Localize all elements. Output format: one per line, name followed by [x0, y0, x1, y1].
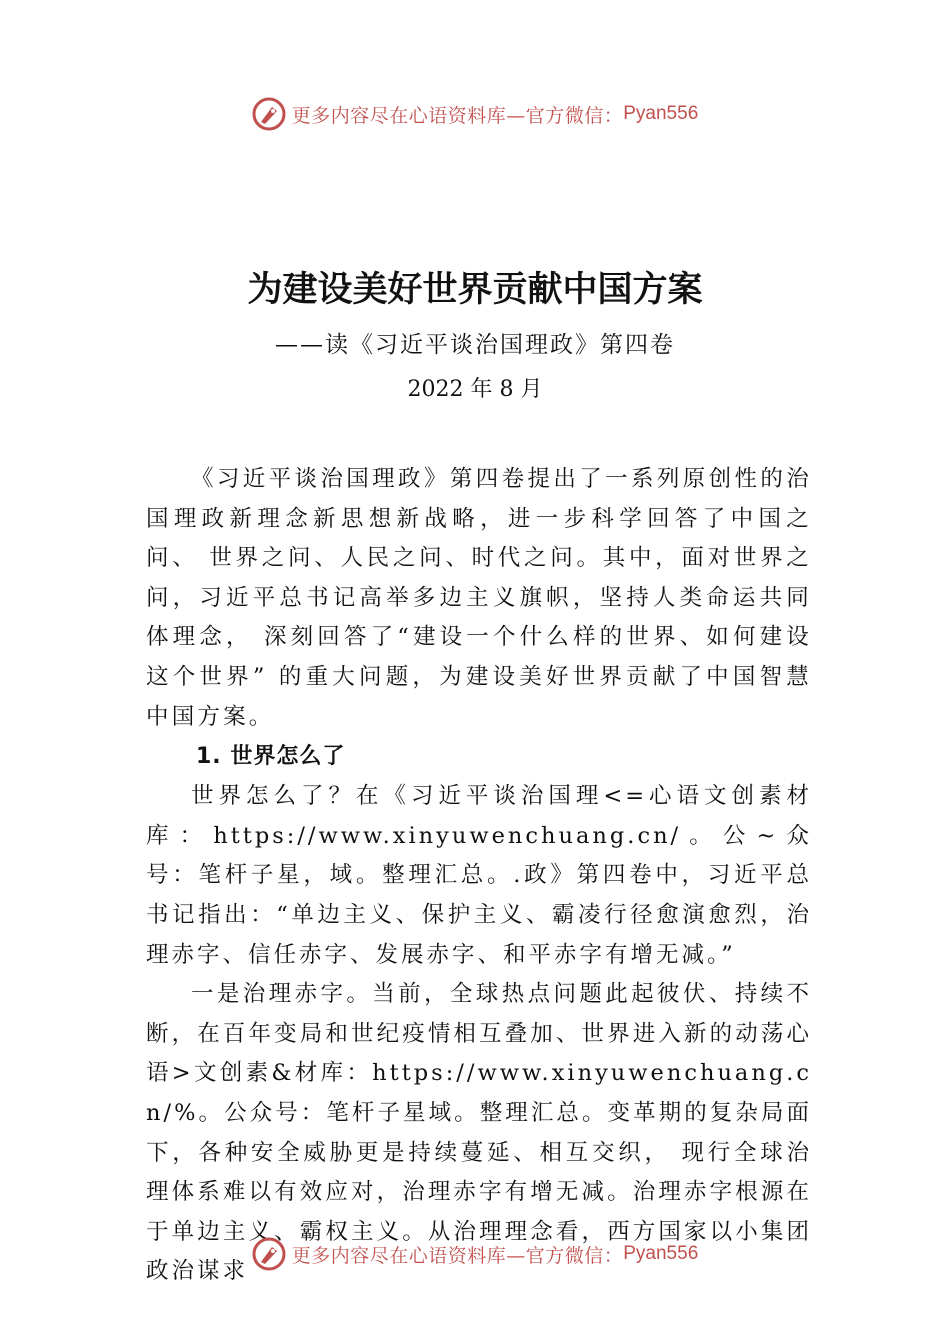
paragraph-governance-deficit: 一是治理赤字。当前，全球热点问题此起彼伏、持续不断，在百年变局和世纪疫情相互叠加、世界进入新的动荡心语>文创素&材库：https://www.xinyuwenchuang.cn/%。公众号：笔杆子星域。整理汇总。变革期的复杂局面下，各种安全威胁更是持续蔓延、相互交织， 现行全球治理体系难以有效应对，治理赤字有增无减。治理赤字根源在于单边主义、霸权主义。从治理理念看，西方国家以小集团政治谋求 [146, 981, 812, 1285]
banner-wechat-handle: Pyan556 [623, 103, 699, 124]
banner-wechat-handle: Pyan556 [623, 1243, 699, 1264]
section-heading: 1. 世界怎么了 [196, 744, 346, 770]
pen-nib-circle-icon [252, 97, 286, 131]
document-body [146, 460, 812, 1292]
document-date: 2022 年 8 月 [407, 377, 543, 402]
header-banner [0, 96, 950, 132]
document-subtitle: ——读《习近平谈治国理政》第四卷 [275, 332, 675, 358]
footer-banner [0, 1236, 950, 1272]
paragraph-intro: 《习近平谈治国理政》第四卷提出了一系列原创性的治国理政新理念新思想新战略，进一步科学回答了中国之问、 世界之问、人民之问、时代之问。其中，面对世界之问，习近平总书记高举多边主义旗帜，坚持人类命运共同体理念， 深刻回答了“建设一个什么样的世界、如何建设这个世界” 的重大问题，为建设美好世界贡献了中国智慧中国方案。 [146, 466, 812, 730]
banner-text: 更多内容尽在心语资料库—官方微信： [291, 1244, 624, 1267]
document-title: 为建设美好世界贡献中国方案 [247, 270, 703, 310]
paragraph-world-question: 世界怎么了？在《习近平谈治国理<=心语文创素材库：https://www.xinyuwenchuang.cn/。公~众号：笔杆子星，域。整理汇总。.政》第四卷中，习近平总书记指出：“单边主义、保护主义、霸凌行径愈演愈烈，治理赤字、信任赤字、发展赤字、和平赤字有增无减。” [146, 783, 812, 968]
banner-text: 更多内容尽在心语资料库—官方微信： [291, 104, 624, 127]
pen-nib-circle-icon [252, 1237, 286, 1271]
